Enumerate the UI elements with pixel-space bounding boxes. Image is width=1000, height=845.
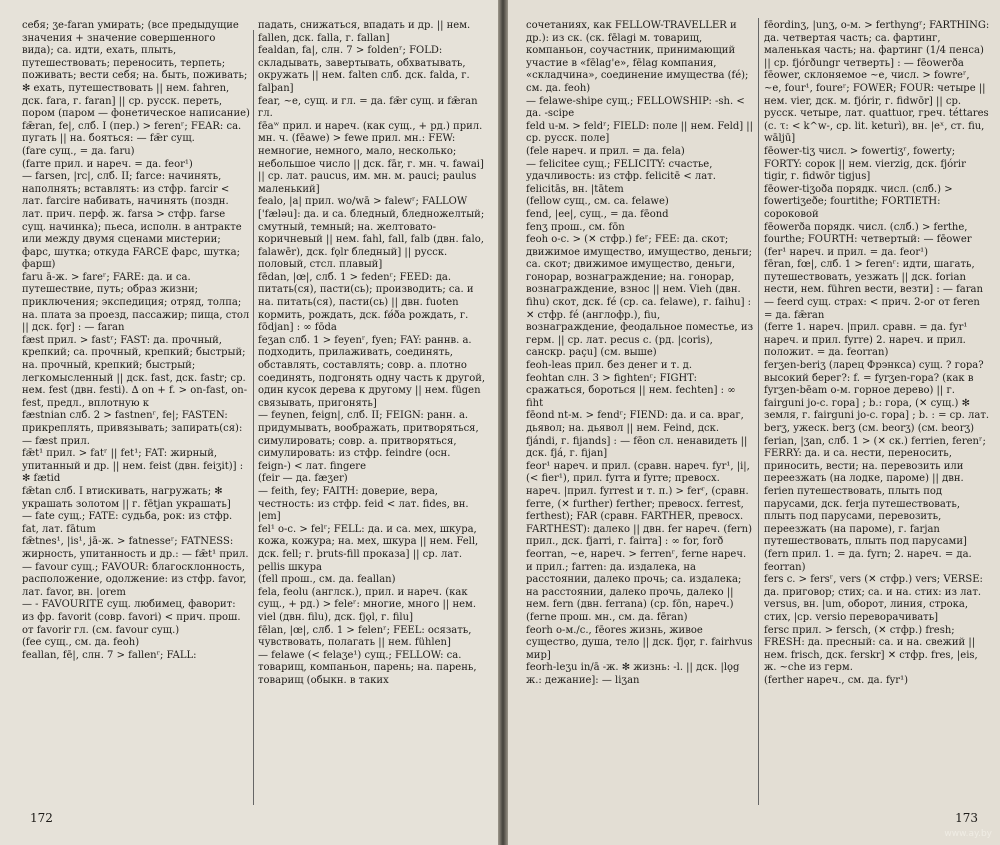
dictionary-entry: (ferne прош. мн., см. да. fēran) (526, 611, 688, 623)
dictionary-entry: (farre прил. и нареч. = да. feor¹) (22, 158, 193, 170)
dictionary-entry: fǣt¹ прил. > fatʳ || fet¹; FAT: жирный, упитанный и др. || нем. feist (двн. feiʒit)] : ✻ fætid (22, 448, 244, 485)
dictionary-entry: fēower, склоняемое ~e, числ. > fowreʳ, ~e, four¹, foureʳ; FOWER; FOUR: четыре || нем. vier, дск. м. fjórir, г. fidwōr] || ср. русск. четыре, лат. quattuor, греч. téttares (с. τ: < k^w-, ср. lit. keturì), вн. |eˣ, ст. fiu, wāljū] (764, 70, 989, 145)
dictionary-entry: — felawe (< felaʒe¹) сущ.; FELLOW: са. товарищ, компаньон, парень; на. парень, товарищ (обыкн. в таких (258, 649, 477, 686)
dictionary-entry: (fele нареч. и прил. = да. fela) (526, 145, 685, 157)
dictionary-entry: feohtan слн. 3 > fightenʳ; FIGHT: сражаться, бороться || нем. fechten] : ∞ fiht (526, 372, 736, 409)
dictionary-entry: — feerd сущ. страх: < прич. 2-ог от feren = да. fǣran (764, 297, 980, 321)
dictionary-entry: — felicitee сущ.; FELICITY: счастье, удачливость: из стфр. felicitē < лат. felicitās, вн. |tātem (526, 158, 716, 195)
dictionary-entry: (fer¹ нареч. и прил. = да. feor¹) (764, 246, 929, 258)
dictionary-entry: — farsen, |rc|, слб. II; farce: начинять, наполнять; вставлять: из стфр. farcir < лат. farcire набивать, начинять (поздн. лат. прич. перф. ж. farsa > стфр. farse сущ. начинка); пьеса, исполн. в антракте или между двумя сценами мистерии; фарс, шутка; откуда FARCE фарс, шутка; фарш) (22, 171, 242, 271)
dictionary-entry: fæstnian слб. 2 > fastnenʳ, fe|; FASTEN: прикреплять, привязывать; запирать(ся): — fæst прил. (22, 410, 243, 447)
dictionary-entry: сочетаниях, как FELLOW-TRAVELLER и др.): из ск. (ск. fēlagi м. товарищ, компаньон, соучастник, принимающий участие в «fēlag'е», fēlag компания, «складчина», соединение имущества (fé); см. да. feoh) (526, 20, 749, 94)
dictionary-entry: feʒan слб. 1 > feyenʳ, fyen; FAY: раннв. а. подходить, прилаживать, соединять, обставлять, составлять; совр. а. плотно соединять, подгонять одну часть к другой, один кусок дерева к другому || нем. fügen связывать, пригонять] (258, 334, 486, 409)
dictionary-entry: себя; ʒe-faran умирать; (все предыдущие значения + значение совершенного вида); са. идти, ехать, плыть, путешествовать; переносить, терпеть; поживать; вести себя; на. быть, поживать; ✻ ехать, путешествовать || нем. fahren, дск. fara, г. faran] || ср. русск. переть, пором (паром — фонетическое написание) (22, 20, 250, 120)
dictionary-entry: fǣtan слб. I втискивать, нагружать; ✻ украшать золотом || г. fētjan украшать] (22, 485, 231, 510)
dictionary-entry: — feynen, feign|, слб. II; FEIGN: ранн. а. придумывать, воображать, притворяться, симулировать; совр. а. притворяться, симулировать: из стфр. feindre (осн. feign-) < лат. fingere (258, 410, 479, 472)
dictionary-entry: fēran, fœ|, слб. 1 > ferenʳ: идти, шагать, путешествовать, уезжать || дск. forian нести, нем. führen вести, везти] : — faran (764, 259, 983, 296)
dictionary-entry: (fell прош., см. да. feallan) (258, 574, 396, 586)
dictionary-entry: feallan, fē|, слн. 7 > fallenʳ; FALL: (22, 649, 197, 661)
dictionary-entry: (fee сущ., см. да. feoh) (22, 637, 140, 649)
dictionary-entry: fear, ~e, сущ. и гл. = да. fǣr сущ. и fǣran гл. (258, 95, 478, 120)
column-divider (758, 18, 759, 805)
page-number: 172 (30, 811, 53, 825)
dictionary-entry: fēordinʒ, |unʒ, о-м. > ferthyngʳ; FARTHING: да. четвертая часть; са. фартинг, маленькая часть; на. фартинг (1/4 пенса) || ср. fjórðungr четверть] : — fēowerða (764, 20, 990, 69)
book-gutter (498, 0, 508, 845)
dictionary-entry: — felawe-shipe сущ.; FELLOWSHIP: -sh. < да. -scipe (526, 95, 745, 120)
dictionary-entry: faru ā-ж. > fareʳ; FARE: да. и са. путешествие, путь; образ жизни; приключения; экспедиция; отряд, толпа; на. плата за проезд, пассажир; пища, стол || дск. fǫr] : — faran (22, 271, 250, 334)
dictionary-entry: fēower-tiʒ числ. > fowertiʒʳ, fowerty; FORTY: сорок || нем. vierzig, дск. fjórir tigir, г. fidwōr tigjus] (764, 145, 966, 183)
dictionary-entry: fǣtnes¹, |is¹, jā-ж. > fatnesseʳ; FATNESS: жирность, упитанность и др.: — fǣt¹ прил. (22, 536, 249, 560)
dictionary-entry: feor¹ нареч. и прил. (сравн. нареч. fyr¹, |i|, (< fier¹), прил. fyrra и fyrre; превосх. нареч. |прил. fyrrest и т. п.) > ferʳ, (сравн. ferre, (✕ further) ferther; превосх. ferrest, ferthest); FAR (сравн. FARTHER, превосх. FARTHEST): далеко || двн. fer нареч. (fern) прил., дск. fjarri, г. fairra] : ∞ for, forð (526, 460, 753, 548)
dictionary-entry: (fare сущ., = да. faru) (22, 145, 135, 157)
dictionary-entry: feorh-leʒu in/ā -ж. ✻ жизнь: -l. || дск. |lǫg ж.: дежание]: — liʒan (526, 662, 740, 686)
dictionary-entry: fēlan, |œ|, слб. 1 > felenʳ; FEEL: осязать, чувствовать, полагать || нем. fühlen] (258, 624, 472, 649)
dictionary-entry: fǣran, fe|, слб. I (пер.) > ferenʳ; FEAR: са. пугать || на. бояться: — fǣr сущ. (22, 120, 242, 145)
dictionary-entry: — favour сущ.; FAVOUR: благосклонность, расположение, одолжение: из стфр. favor, лат. favor, вн. |orem (22, 561, 247, 598)
dictionary-entry: fers с. > fersʳ, vers (✕ стфр.) vers; VERSE: да. приговор; стих; са. и на. стих: из лат. versus, вн. |um, оборот, линия, строка, стих, |ср. versio переворачивать] (764, 574, 983, 623)
dictionary-entry: fela, feolu (англск.), прил. и нареч. (как сущ., + рд.) > feleʳ: многие, много || нем. viel (двн. filu), дск. fjǫl, г. filu] (258, 586, 477, 623)
dictionary-entry: fealdan, fa|, слн. 7 > foldenʳ; FOLD: складывать, завертывать, обхватывать, окружать || нем. falten слб. дск. falda, г. falþan] (258, 45, 470, 94)
dictionary-entry: fæst прил. > fastʳ; FAST: да. прочный, крепкий; са. прочный, крепкий; быстрый; на. прочный, крепкий; быстрый; легкомысленный || дск. fast, дск. fastr; ср. нем. fest (двн. festi). ∆ on + f. > on-fast, on-fest, предл., вплотную к (22, 334, 248, 409)
dictionary-entry: fēdan, |œ|, слб. 1 > fedenʳ; FEED: да. питать(ся), пасти(сь); производить; са. и на. питать(ся), пасти(сь) || двн. fuoten кормить, рождать, дск. fǿða рождать, г. fōdjan] : ∞ fōda (258, 271, 474, 334)
dictionary-entry: fēaʷ прил. и нареч. (как сущ., + рд.) прил. мн. ч. (fēawe) > fewe прил. мн.: FEW: немногие, немного, мало, несколько; небольшое число || дск. fār, г. мн. ч. fawai] || ср. лат. paucus, им. мн. м. pauci; paulus маленький] (258, 120, 484, 195)
dictionary-entry: fel¹ о-с. > felʳ; FELL: да. и са. мех, шкура, кожа, кожура; на. мех, шкура || нем. Fell, дск. fell; г. þruts-fill проказа] || ср. лат. pellis шкура (258, 523, 479, 573)
left-page-column-1 (22, 20, 250, 807)
dictionary-entry: (ferther нареч., см. да. fyr¹) (764, 674, 908, 686)
dictionary-entry: (ferre 1. нареч. |прил. сравн. = да. fyr¹ нареч. и прил. fyrre) 2. нареч. и прил. положит. = да. feorran) (764, 322, 968, 359)
dictionary-entry: fenʒ прош., см. fōn (526, 221, 625, 233)
left-page-column-2 (258, 20, 486, 807)
dictionary-entry: падать, снижаться, впадать и др. || нем. fallen, дск. falla, г. fallan] (258, 20, 471, 44)
right-page-column-1 (526, 20, 754, 807)
dictionary-entry: feorran, ~e, нареч. > ferrenʳ, ferne нареч. и прил.; farren: да. издалека, на расстоянии, далеко прочь; са. издалека; на расстоянии, далеко прочь, далеко || нем. fern (двн. ferrana) (ср. fōn, нареч.) (526, 548, 747, 611)
dictionary-entry: ferian, |ʒan, слб. 1 > (✕ ск.) ferrien, ferenʳ; FERRY: да. и са. нести, переносить, приносить, вести; на. перевозить или переезжать (на лодке, пароме) || двн. ferien путешествовать, плыть под парусами, дск. ferja путешествовать, плыть под парусами, перевозить, переезжать (на пароме), г. farjan путешествовать, плыть под парусами] (764, 435, 986, 548)
dictionary-entry: fealo, |a| прил. wo/wā > falewʳ; FALLOW ['fæləu]: да. и са. бледный, бледножелтый; смутный, темный; на. желтовато-коричневый || нем. fahl, fall, falb (двн. falo, falawēr), дск. fǫlr бледный] || русск. половый, стсл. плавый] (258, 196, 485, 271)
dictionary-entry: feorh о-м./с., fēores жизнь, живое существо, душа, тело || дск. fjǫr, г. fairhvus мир] (526, 624, 753, 661)
dictionary-entry: fend, |ee|, сущ., = да. fēond (526, 208, 669, 220)
dictionary-entry: fersc прил. > fersch, (✕ стфр.) fresh; FRESH: да. пресный: са. и на. свежий || нем. frisch, дск. ferskr] ✕ стфр. fres, |eis, ж. ~che из герм. (764, 624, 978, 674)
dictionary-entry: (fellow сущ., см. са. felawe) (526, 196, 669, 208)
dictionary-entry: fēond nt-м. > fendʳ; FIEND: да. и са. враг, дьявол; на. дьявол || нем. Feind, дск. fjándi, г. fijands] : — fēon сл. ненавидеть || дск. fjá, г. fijan] (526, 410, 748, 460)
dictionary-entry: fēower-tiʒoða порядк. числ. (слб.) > fowertiʒeðe; fourtithe; FORTIETH: сороковой (764, 183, 953, 220)
dictionary-entry: (fern прил. 1. = да. fyrn; 2. нареч. = да. feorran) (764, 548, 972, 573)
left-page (0, 0, 498, 845)
watermark: www.ay.by (944, 829, 992, 839)
column-divider (253, 30, 254, 805)
dictionary-entry: ferʒen-beriʒ (ларец Фрэнкса) сущ. ? гора? высокий берег?: f. = fyrʒen-гора? (как в fyrʒen-bēam о-м. горное дерево) || г. fairguni jo-с. гора] ; b.: гора, (✕ сущ.) ✻ земля, г. fairguni jo-с. гора] ; b. : = ср. лат. berʒ, ужеск. berʒ (см. beorʒ) (см. beorʒ) (764, 360, 990, 434)
dictionary-entry: feoh-leas прил. без денег и т. д. (526, 360, 693, 372)
page-number: 173 (955, 811, 978, 825)
dictionary-entry: — feith, fey; FAITH: доверие, вера, честность: из стфр. feid < лат. fides, вн. |em] (258, 485, 469, 523)
dictionary-entry: (feir — да. fæʒer) (258, 473, 348, 485)
right-page (508, 0, 1000, 845)
dictionary-entry: — - FAVOURITE сущ. любимец, фаворит: из фр. favorit (совр. favori) < прич. прош. от favorir гл. (см. favour сущ.) (22, 599, 241, 636)
right-page-column-2 (764, 20, 990, 807)
dictionary-entry: feoh о-с. > (✕ стфр.) feʳ; FEE: да. скот; движимое имущество, имущество, деньги; са. скот; движимое имущество, деньги, гонорар, вознаграждение; на. гонорар, вознаграждение, взнос || нем. Vieh (двн. fihu) скот, дск. fé (ср. са. felawe), г. faihu] : ✕ стфр. fé (англофр.), fiu, вознаграждение, феодальное поместье, из герм. || ср. лат. pecus с. (рд. |coris), санскр. paçu] (см. выше) (526, 234, 754, 359)
dictionary-entry: fēowerða порядк. числ. (слб.) > ferthe, fourthe; FOURTH: четвертый: — fēower (764, 221, 972, 246)
dictionary-entry: feld u-м. > feldʳ; FIELD: поле || нем. Feld] || ср. русск. поле] (526, 120, 754, 145)
dictionary-entry: — fate сущ.; FATE: судьба, рок: из стфр. fat, лат. fātum (22, 511, 233, 535)
